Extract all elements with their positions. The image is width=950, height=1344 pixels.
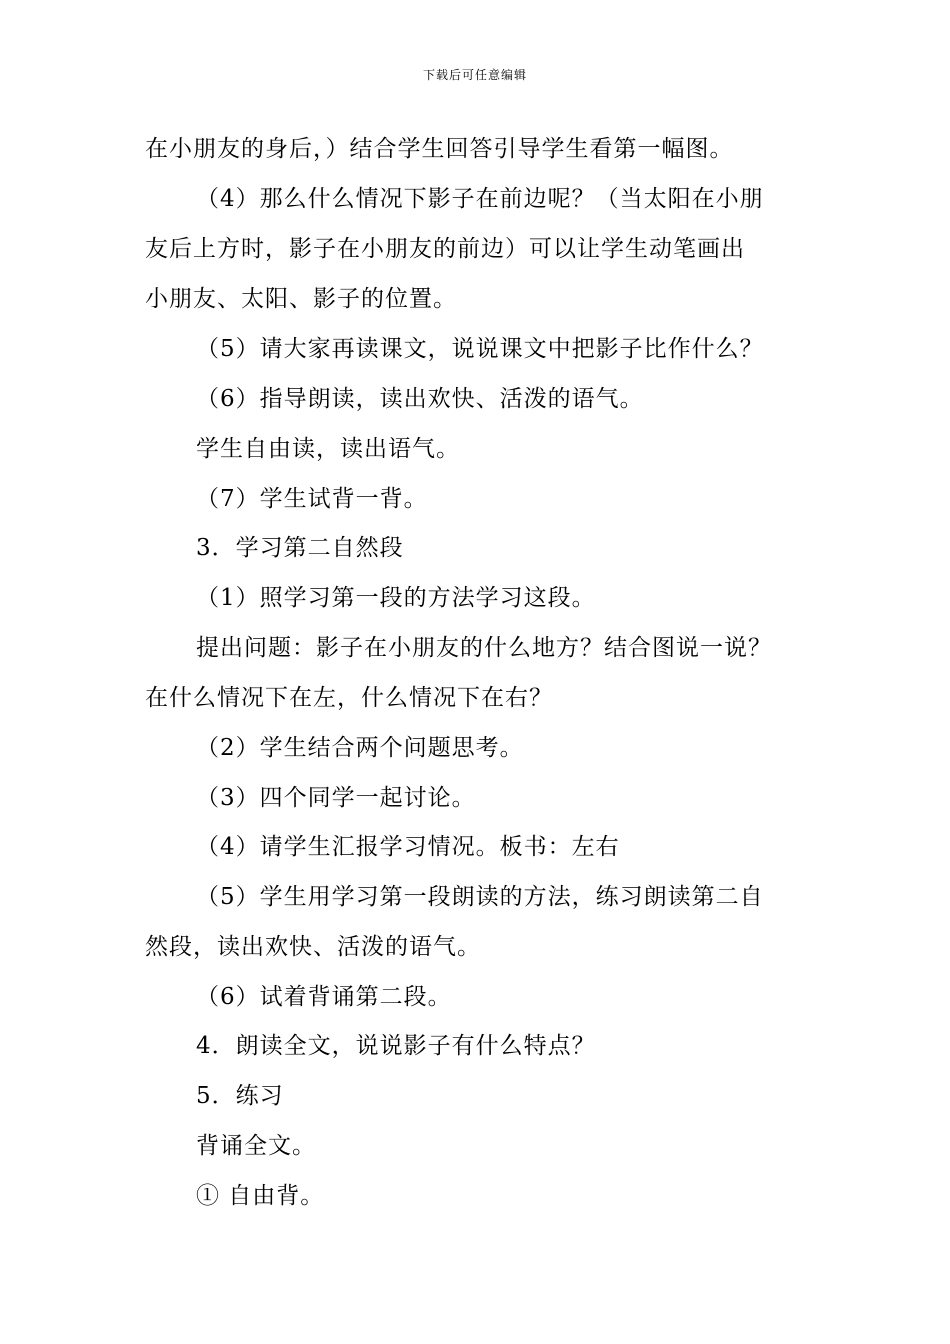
text-line-20: 5．练习 bbox=[196, 1083, 284, 1109]
text-line-5: （5）请大家再读课文，说说课文中把影子比作什么？ bbox=[196, 336, 764, 362]
text-line-1: 在小朋友的身后，）结合学生回答引导学生看第一幅图。 bbox=[145, 136, 734, 162]
text-line-13: （2）学生结合两个问题思考。 bbox=[196, 735, 524, 761]
text-line-6: （6）指导朗读，读出欢快、活泼的语气。 bbox=[196, 386, 644, 412]
text-line-19: 4．朗读全文，说说影子有什么特点？ bbox=[196, 1033, 596, 1059]
text-line-22: ① 自由背。 bbox=[196, 1183, 325, 1209]
text-line-8: （7）学生试背一背。 bbox=[196, 486, 428, 512]
text-line-3: 友后上方时，影子在小朋友的前边）可以让学生动笔画出 bbox=[145, 236, 745, 262]
text-line-17: 然段，读出欢快、活泼的语气。 bbox=[145, 934, 481, 960]
text-line-2: （4）那么什么情况下影子在前边呢？（当太阳在小朋 bbox=[196, 186, 764, 212]
text-line-10: （1）照学习第一段的方法学习这段。 bbox=[196, 585, 596, 611]
text-line-16: （5）学生用学习第一段朗读的方法，练习朗读第二自 bbox=[196, 884, 764, 910]
text-line-18: （6）试着背诵第二段。 bbox=[196, 984, 452, 1010]
text-line-12: 在什么情况下在左，什么情况下在右？ bbox=[145, 685, 553, 711]
text-line-7: 学生自由读，读出语气。 bbox=[196, 436, 460, 462]
text-line-14: （3）四个同学一起讨论。 bbox=[196, 785, 476, 811]
text-line-15: （4）请学生汇报学习情况。板书：左右 bbox=[196, 834, 620, 860]
page-header: 下载后可任意编辑 bbox=[422, 68, 527, 82]
text-line-9: 3．学习第二自然段 bbox=[196, 535, 404, 561]
text-line-11: 提出问题：影子在小朋友的什么地方？结合图说一说？ bbox=[196, 635, 772, 661]
text-line-4: 小朋友、太阳、影子的位置。 bbox=[145, 286, 457, 312]
text-line-21: 背诵全文。 bbox=[196, 1133, 316, 1159]
